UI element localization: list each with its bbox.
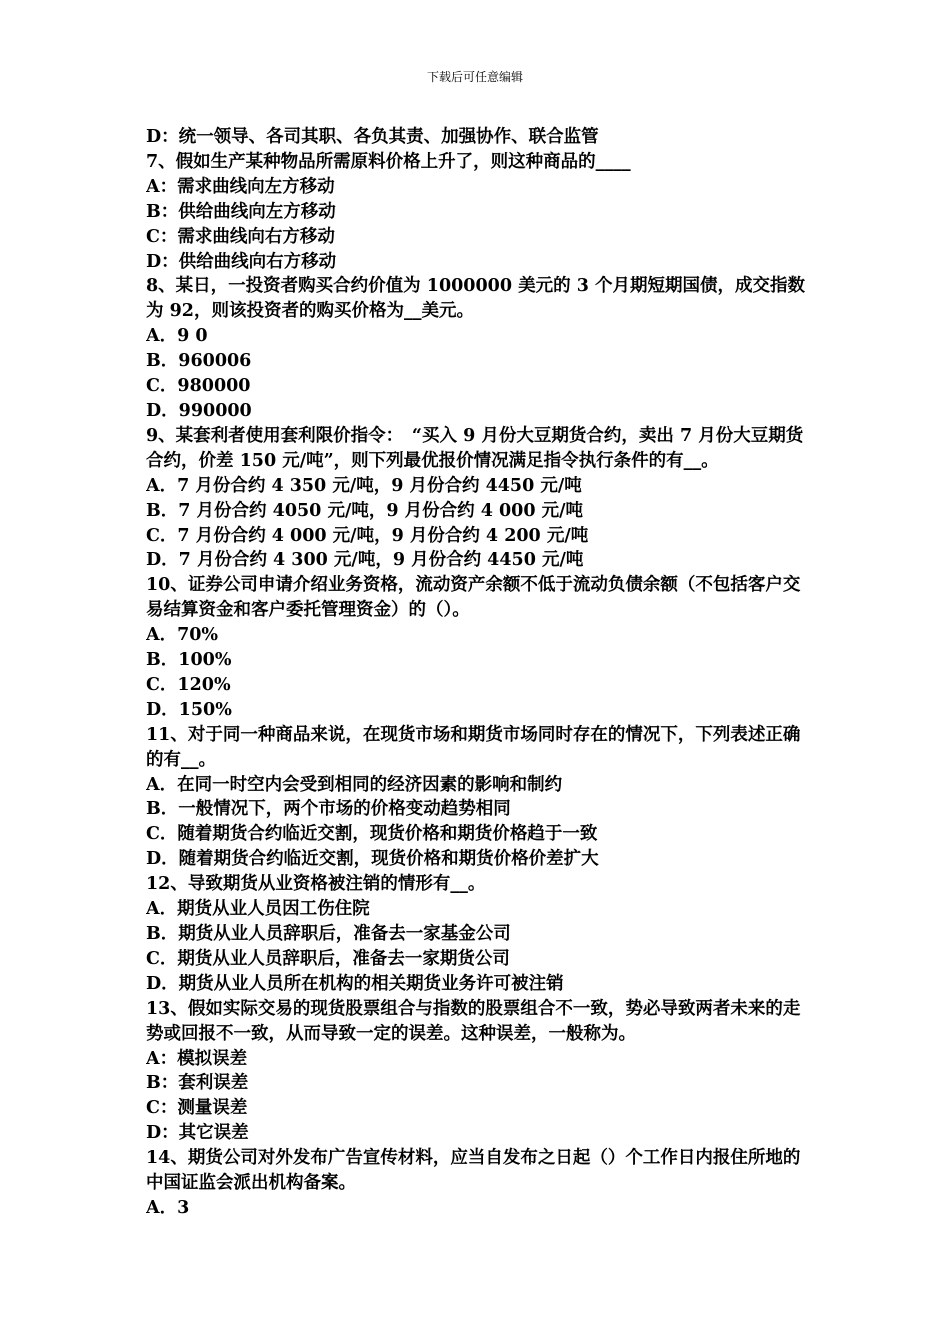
question-8-option-a: A．9 0 — [146, 326, 208, 347]
question-10-option-a: A．70% — [146, 625, 219, 646]
question-12-option-c: C．期货从业人员辞职后，准备去一家期货公司 — [146, 948, 510, 969]
question-7-option-d: D：供给曲线向右方移动 — [146, 251, 337, 272]
document-body — [146, 125, 810, 1221]
question-12-option-d: D．期货从业人员所在机构的相关期货业务许可被注销 — [146, 973, 564, 994]
question-9-option-b: B．7 月份合约 4050 元/吨，9 月份合约 4 000 元/吨 — [146, 500, 583, 521]
question-8-option-b: B．960006 — [146, 351, 252, 372]
question-7-option-b: B：供给曲线向左方移动 — [146, 201, 336, 222]
question-11-option-d: D．随着期货合约临近交割，现货价格和期货价格价差扩大 — [146, 849, 599, 870]
question-10: 10、证券公司申请介绍业务资格，流动资产余额不低于流动负债余额（不包括客户交易结算资金和客户委托管理资金）的（）。 — [146, 575, 801, 621]
option-d-prev: D：统一领导、各司其职、各负其责、加强协作、联合监管 — [146, 127, 599, 147]
question-9: 9、某套利者使用套利限价指令： “买入 9 月份大豆期货合约，卖出 7 月份大豆期货合约，价差 150 元/吨”，则下列最优报价情况满足指令执行条件的有__。 — [146, 425, 804, 471]
question-7: 7、假如生产某种物品所需原料价格上升了，则这种商品的____ — [146, 151, 631, 172]
question-12: 12、导致期货从业资格被注销的情形有__。 — [146, 874, 486, 895]
question-8-option-c: C．980000 — [146, 376, 251, 397]
question-8: 8、某日，一投资者购买合约价值为 1000000 美元的 3 个月期短期国债，成交指数为 92，则该投资者的购买价格为__美元。 — [146, 276, 805, 322]
question-11: 11、对于同一种商品来说，在现货市场和期货市场同时存在的情况下，下列表述正确的有__。 — [146, 724, 801, 770]
question-13: 13、假如实际交易的现货股票组合与指数的股票组合不一致，势必导致两者未来的走势或回报不一致，从而导致一定的误差。这种误差，一般称为。 — [146, 998, 801, 1044]
question-13-option-a: A：模拟误差 — [146, 1048, 248, 1069]
question-7-option-c: C：需求曲线向右方移动 — [146, 226, 335, 247]
question-10-option-d: D．150% — [146, 699, 232, 720]
question-14: 14、期货公司对外发布广告宣传材料，应当自发布之日起（）个工作日内报住所地的中国证监会派出机构备案。 — [146, 1148, 801, 1194]
question-13-option-c: C：测量误差 — [146, 1098, 248, 1119]
question-10-option-b: B．100% — [146, 650, 232, 671]
question-14-option-a: A．3 — [146, 1197, 190, 1218]
page-header: 下载后可任意编辑 — [426, 70, 523, 84]
question-11-option-c: C．随着期货合约临近交割，现货价格和期货价格趋于一致 — [146, 824, 598, 845]
question-10-option-c: C．120% — [146, 674, 231, 695]
question-12-option-b: B．期货从业人员辞职后，准备去一家基金公司 — [146, 924, 511, 944]
question-8-option-d: D．990000 — [146, 400, 252, 421]
question-9-option-a: A．7 月份合约 4 350 元/吨，9 月份合约 4450 元/吨 — [146, 475, 582, 496]
question-13-option-d: D：其它误差 — [146, 1123, 249, 1144]
question-11-option-b: B．一般情况下，两个市场的价格变动趋势相同 — [146, 799, 511, 820]
question-9-option-c: C．7 月份合约 4 000 元/吨，9 月份合约 4 200 元/吨 — [146, 525, 589, 546]
question-12-option-a: A．期货从业人员因工伤住院 — [146, 899, 370, 920]
question-9-option-d: D．7 月份合约 4 300 元/吨，9 月份合约 4450 元/吨 — [146, 550, 584, 571]
question-13-option-b: B：套利误差 — [146, 1073, 249, 1094]
question-7-option-a: A：需求曲线向左方移动 — [146, 176, 335, 197]
question-11-option-a: A．在同一时空内会受到相同的经济因素的影响和制约 — [146, 774, 563, 795]
